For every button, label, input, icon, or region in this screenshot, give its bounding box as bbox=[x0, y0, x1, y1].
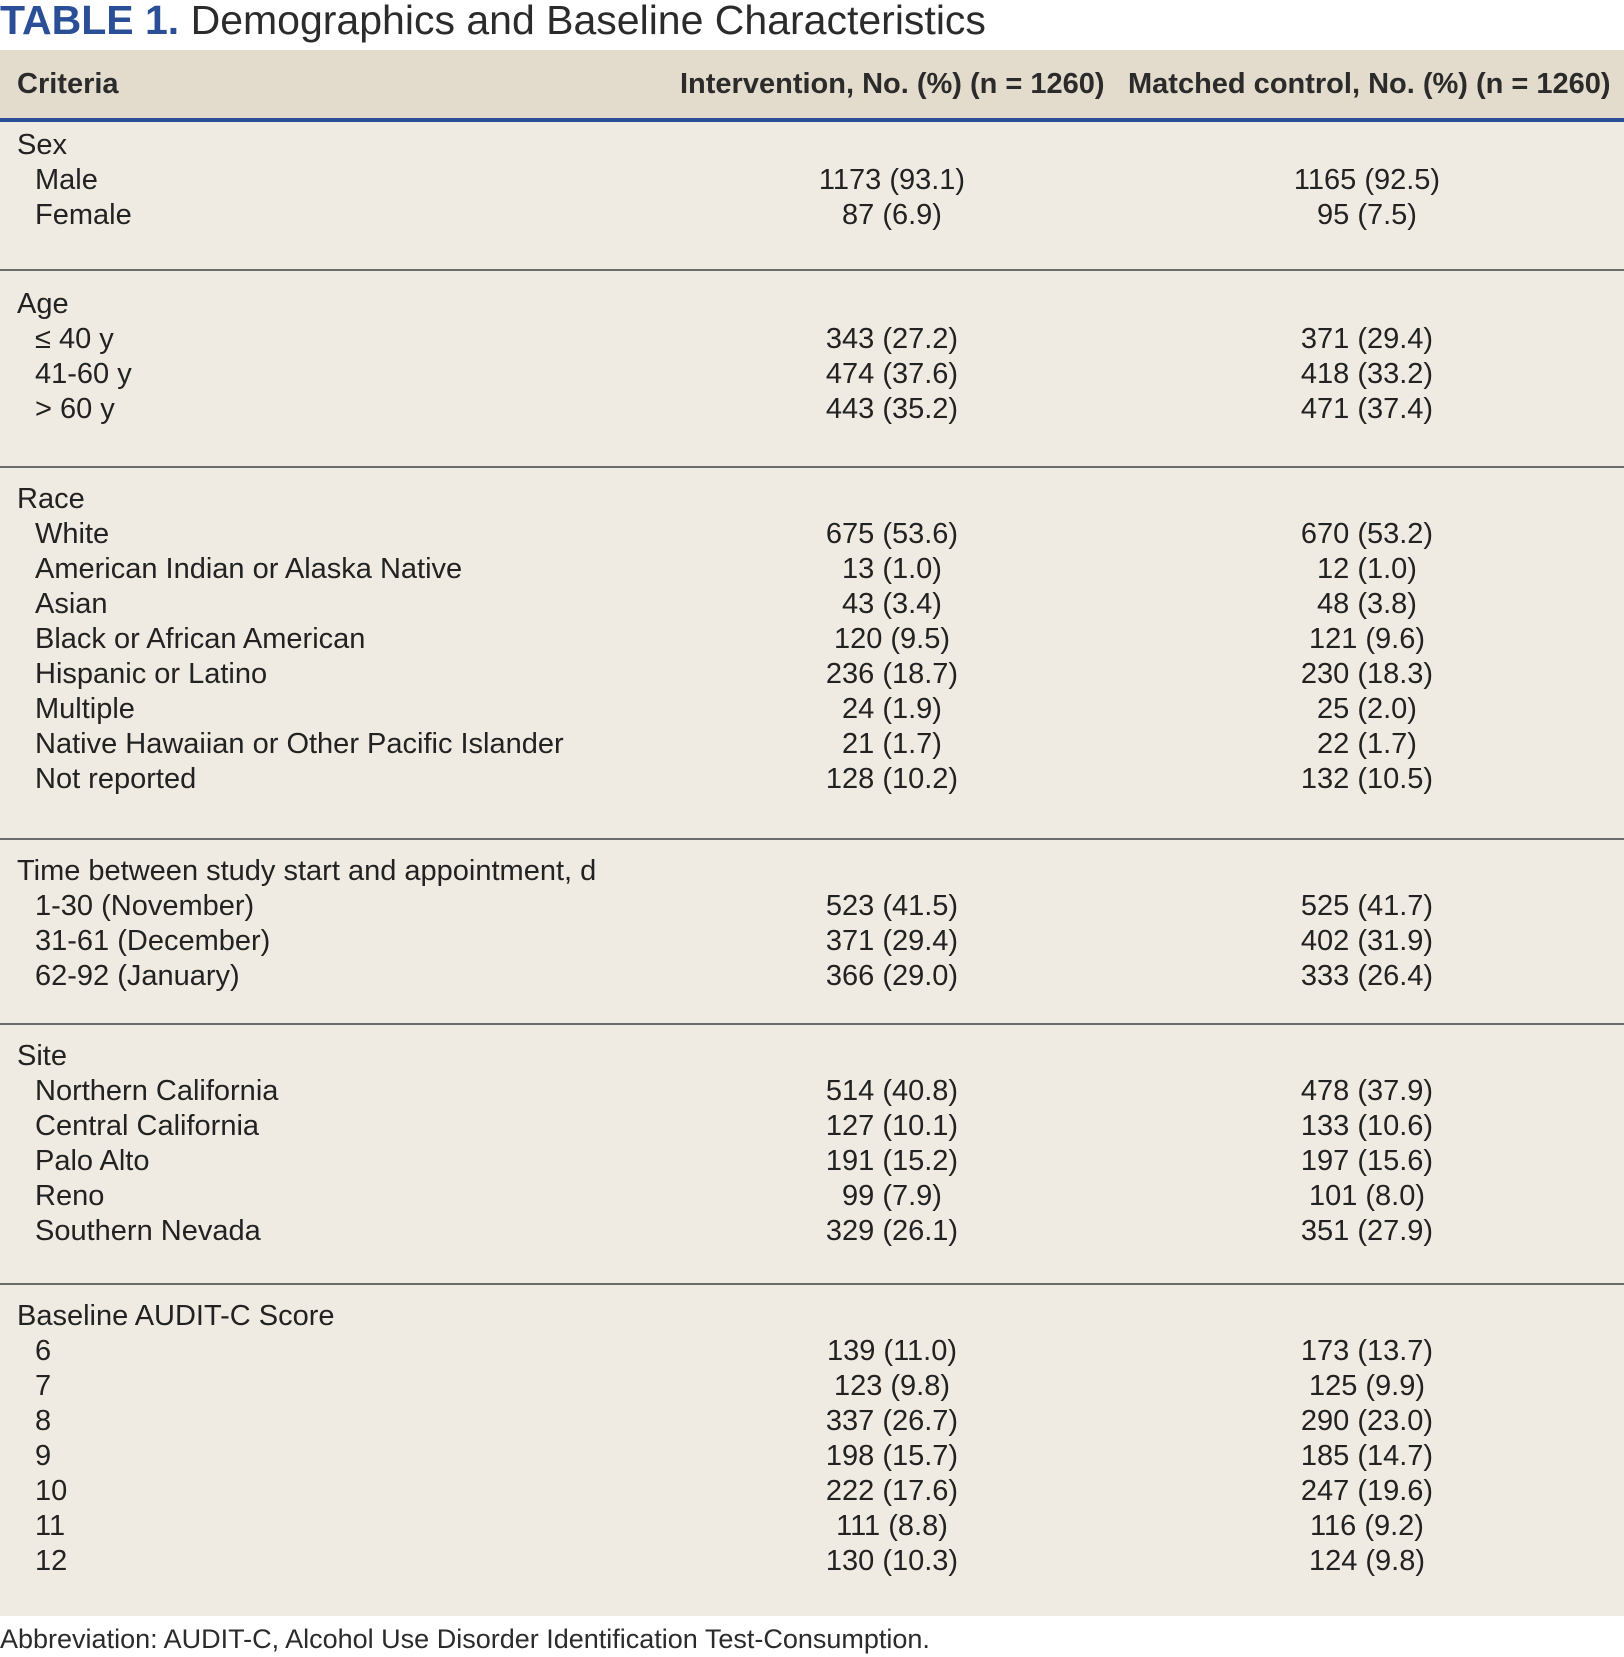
control-value: 124 (9.8) bbox=[1308, 1545, 1426, 1577]
intervention-value: 111 (8.8) bbox=[836, 1510, 948, 1542]
table-caption: Demographics and Baseline Characteristics bbox=[190, 0, 986, 43]
intervention-value: 128 (10.2) bbox=[825, 763, 959, 795]
table-group-race bbox=[0, 466, 1624, 838]
control-value: 351 (27.9) bbox=[1300, 1215, 1434, 1247]
row-label: 41-60 y bbox=[35, 358, 132, 390]
row-label: Central California bbox=[35, 1110, 260, 1142]
intervention-value: 675 (53.6) bbox=[825, 518, 959, 550]
intervention-value: 139 (11.0) bbox=[826, 1335, 958, 1367]
control-value: 333 (26.4) bbox=[1300, 960, 1434, 992]
control-value: 418 (33.2) bbox=[1300, 358, 1434, 390]
intervention-value: 371 (29.4) bbox=[825, 925, 959, 957]
group-heading-row bbox=[0, 854, 1624, 889]
group-heading: Site bbox=[17, 1040, 67, 1072]
intervention-value: 343 (27.2) bbox=[825, 323, 959, 355]
group-heading: Age bbox=[17, 288, 69, 320]
control-value: 670 (53.2) bbox=[1300, 518, 1434, 550]
intervention-value: 120 (9.5) bbox=[833, 623, 951, 655]
group-heading-row bbox=[0, 482, 1624, 517]
control-value: 185 (14.7) bbox=[1300, 1440, 1434, 1472]
table-group-age bbox=[0, 269, 1624, 466]
table-row bbox=[0, 692, 1624, 727]
table-group-site bbox=[0, 1023, 1624, 1283]
table-row bbox=[0, 1109, 1624, 1144]
table-row bbox=[0, 517, 1624, 552]
intervention-value: 13 (1.0) bbox=[842, 553, 942, 585]
intervention-value: 198 (15.7) bbox=[825, 1440, 959, 1472]
table-title bbox=[0, 0, 986, 48]
control-value: 290 (23.0) bbox=[1300, 1405, 1434, 1437]
group-heading: Race bbox=[17, 483, 85, 515]
control-value: 197 (15.6) bbox=[1300, 1145, 1434, 1177]
control-value: 121 (9.6) bbox=[1308, 623, 1426, 655]
row-label: 8 bbox=[35, 1405, 52, 1437]
row-label: > 60 y bbox=[35, 393, 115, 425]
table-row bbox=[0, 1439, 1624, 1474]
demographics-table bbox=[0, 50, 1624, 1616]
table-row bbox=[0, 762, 1624, 797]
table-row bbox=[0, 163, 1624, 198]
control-value: 12 (1.0) bbox=[1317, 553, 1417, 585]
row-label: Southern Nevada bbox=[35, 1215, 261, 1247]
control-value: 133 (10.6) bbox=[1300, 1110, 1434, 1142]
row-label: 62-92 (January) bbox=[35, 960, 240, 992]
group-heading: Time between study start and appointment, d bbox=[17, 855, 597, 887]
intervention-value: 236 (18.7) bbox=[825, 658, 959, 690]
row-label: Male bbox=[35, 164, 98, 196]
row-label: Black or African American bbox=[35, 623, 366, 655]
control-value: 1165 (92.5) bbox=[1293, 164, 1441, 196]
row-label: White bbox=[35, 518, 110, 550]
control-value: 402 (31.9) bbox=[1300, 925, 1434, 957]
intervention-value: 99 (7.9) bbox=[842, 1180, 942, 1212]
row-label: 7 bbox=[35, 1370, 52, 1402]
table-row bbox=[0, 889, 1624, 924]
row-label: Northern California bbox=[35, 1075, 279, 1107]
control-value: 173 (13.7) bbox=[1300, 1335, 1434, 1367]
table-row bbox=[0, 959, 1624, 994]
table-row bbox=[0, 1334, 1624, 1369]
row-label: Native Hawaiian or Other Pacific Islander bbox=[35, 728, 564, 760]
table-number: TABLE 1. bbox=[0, 0, 180, 43]
row-label: Multiple bbox=[35, 693, 135, 725]
control-value: 48 (3.8) bbox=[1317, 588, 1417, 620]
row-label: 6 bbox=[35, 1335, 52, 1367]
control-value: 230 (18.3) bbox=[1300, 658, 1434, 690]
intervention-value: 514 (40.8) bbox=[825, 1075, 959, 1107]
group-heading-row bbox=[0, 128, 1624, 163]
table-row bbox=[0, 1544, 1624, 1579]
intervention-value: 130 (10.3) bbox=[825, 1545, 959, 1577]
row-label: Not reported bbox=[35, 763, 197, 795]
group-heading-row bbox=[0, 1299, 1624, 1334]
group-heading: Baseline AUDIT-C Score bbox=[17, 1300, 335, 1332]
column-header-control: Matched control, No. (%) (n = 1260) bbox=[1128, 68, 1611, 100]
control-value: 116 (9.2) bbox=[1310, 1510, 1424, 1542]
column-header-criteria: Criteria bbox=[17, 68, 119, 100]
table-footnote: Abbreviation: AUDIT-C, Alcohol Use Disorder Identification Test-Consumption. bbox=[0, 1624, 930, 1654]
intervention-value: 474 (37.6) bbox=[825, 358, 959, 390]
row-label: 12 bbox=[35, 1545, 68, 1577]
table-row bbox=[0, 552, 1624, 587]
table-group-time bbox=[0, 838, 1624, 1023]
control-value: 132 (10.5) bbox=[1300, 763, 1434, 795]
intervention-value: 329 (26.1) bbox=[825, 1215, 959, 1247]
table-group-audit-c bbox=[0, 1283, 1624, 1616]
row-label: 31-61 (December) bbox=[35, 925, 271, 957]
row-label: Female bbox=[35, 199, 132, 231]
row-label: Palo Alto bbox=[35, 1145, 150, 1177]
row-label: 11 bbox=[35, 1510, 66, 1542]
row-label: 9 bbox=[35, 1440, 52, 1472]
intervention-value: 523 (41.5) bbox=[825, 890, 959, 922]
table-row bbox=[0, 1074, 1624, 1109]
table-row bbox=[0, 924, 1624, 959]
table-row bbox=[0, 1404, 1624, 1439]
control-value: 247 (19.6) bbox=[1300, 1475, 1434, 1507]
row-label: ≤ 40 y bbox=[35, 323, 114, 355]
group-heading-row bbox=[0, 1039, 1624, 1074]
row-label: 10 bbox=[35, 1475, 68, 1507]
table-row bbox=[0, 1509, 1624, 1544]
table-row bbox=[0, 198, 1624, 233]
control-value: 525 (41.7) bbox=[1300, 890, 1434, 922]
intervention-value: 123 (9.8) bbox=[833, 1370, 951, 1402]
table-row bbox=[0, 1214, 1624, 1249]
control-value: 471 (37.4) bbox=[1300, 393, 1434, 425]
table-row bbox=[0, 622, 1624, 657]
table-header bbox=[0, 50, 1624, 122]
table-group-sex bbox=[0, 122, 1624, 269]
row-label: Hispanic or Latino bbox=[35, 658, 268, 690]
row-label: American Indian or Alaska Native bbox=[35, 553, 463, 585]
control-value: 25 (2.0) bbox=[1317, 693, 1417, 725]
intervention-value: 127 (10.1) bbox=[825, 1110, 959, 1142]
control-value: 371 (29.4) bbox=[1300, 323, 1434, 355]
intervention-value: 222 (17.6) bbox=[825, 1475, 959, 1507]
group-heading: Sex bbox=[17, 129, 67, 161]
control-value: 125 (9.9) bbox=[1308, 1370, 1426, 1402]
table-row bbox=[0, 587, 1624, 622]
table-row bbox=[0, 357, 1624, 392]
row-label: Asian bbox=[35, 588, 108, 620]
control-value: 22 (1.7) bbox=[1317, 728, 1417, 760]
table-row bbox=[0, 727, 1624, 762]
table-row bbox=[0, 1369, 1624, 1404]
intervention-value: 24 (1.9) bbox=[842, 693, 942, 725]
row-label: Reno bbox=[35, 1180, 105, 1212]
table-row bbox=[0, 1474, 1624, 1509]
intervention-value: 366 (29.0) bbox=[825, 960, 959, 992]
table-row bbox=[0, 657, 1624, 692]
intervention-value: 191 (15.2) bbox=[825, 1145, 959, 1177]
intervention-value: 443 (35.2) bbox=[825, 393, 959, 425]
group-heading-row bbox=[0, 287, 1624, 322]
table-row bbox=[0, 1179, 1624, 1214]
row-label: 1-30 (November) bbox=[35, 890, 255, 922]
table-row bbox=[0, 322, 1624, 357]
control-value: 478 (37.9) bbox=[1300, 1075, 1434, 1107]
control-value: 101 (8.0) bbox=[1308, 1180, 1426, 1212]
intervention-value: 21 (1.7) bbox=[842, 728, 942, 760]
table-row bbox=[0, 1144, 1624, 1179]
intervention-value: 43 (3.4) bbox=[842, 588, 942, 620]
column-header-intervention: Intervention, No. (%) (n = 1260) bbox=[680, 68, 1105, 100]
intervention-value: 1173 (93.1) bbox=[818, 164, 966, 196]
table-row bbox=[0, 392, 1624, 427]
intervention-value: 337 (26.7) bbox=[825, 1405, 959, 1437]
intervention-value: 87 (6.9) bbox=[842, 199, 942, 231]
control-value: 95 (7.5) bbox=[1317, 199, 1417, 231]
